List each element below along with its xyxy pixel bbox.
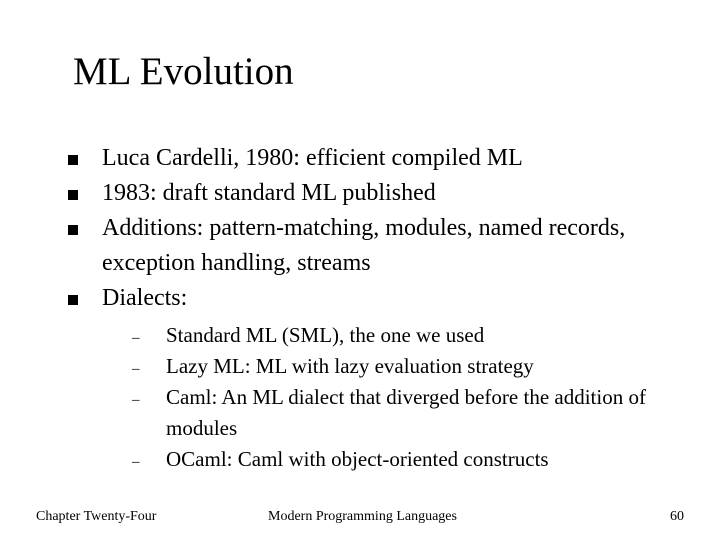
- bullet-text: Additions: pattern-matching, modules, named records, exception handling, streams: [102, 215, 626, 276]
- sub-bullet-text: OCaml: Caml with object-oriented constructs: [166, 447, 549, 471]
- sub-bullet-item: [132, 320, 692, 351]
- bullet-text: Luca Cardelli, 1980: efficient compiled ML: [102, 145, 523, 171]
- sub-bullet-item: [132, 351, 692, 382]
- square-bullet-icon: [68, 155, 78, 165]
- bullet-list: [68, 141, 688, 475]
- sub-bullet-item: [132, 444, 692, 475]
- bullet-item: [68, 211, 688, 281]
- bullet-item: [68, 281, 688, 475]
- dash-bullet-icon: –: [132, 392, 140, 408]
- sub-bullet-text: Caml: An ML dialect that diverged before the addition of modules: [166, 385, 646, 440]
- footer-page-number: 60: [670, 509, 684, 524]
- dash-bullet-icon: –: [132, 454, 140, 470]
- square-bullet-icon: [68, 190, 78, 200]
- dash-bullet-icon: –: [132, 330, 140, 346]
- sub-bullet-list: [132, 320, 692, 475]
- sub-bullet-text: Lazy ML: ML with lazy evaluation strategy: [166, 354, 534, 378]
- dash-bullet-icon: –: [132, 361, 140, 377]
- footer-book-title: Modern Programming Languages: [268, 509, 457, 524]
- bullet-item: [68, 176, 688, 211]
- bullet-item: [68, 141, 688, 176]
- slide-title: ML Evolution: [73, 50, 294, 93]
- bullet-text: 1983: draft standard ML published: [102, 180, 436, 206]
- square-bullet-icon: [68, 225, 78, 235]
- footer-chapter: Chapter Twenty-Four: [36, 509, 157, 524]
- sub-bullet-text: Standard ML (SML), the one we used: [166, 323, 485, 347]
- sub-bullet-item: [132, 382, 692, 444]
- square-bullet-icon: [68, 295, 78, 305]
- bullet-text: Dialects:: [102, 285, 188, 311]
